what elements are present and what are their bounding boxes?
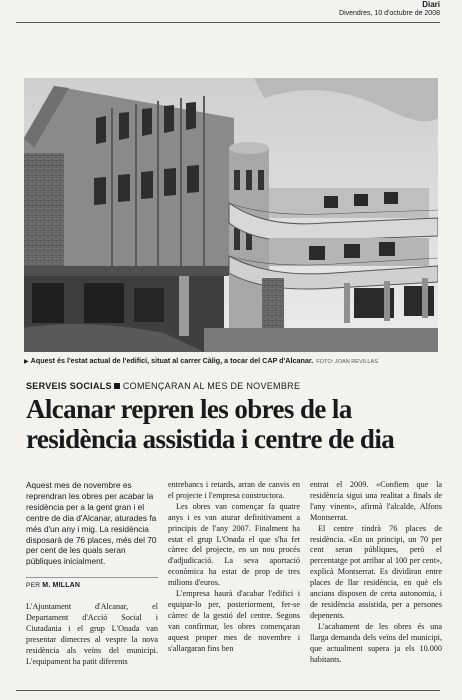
paragraph: entrebancs i retards, arran de canvis en el projecte i l'empresa constructora. — [168, 480, 300, 500]
publication-name: Diari — [422, 0, 440, 9]
publication-date: Divendres, 10 d'octubre de 2008 — [339, 10, 440, 17]
page-header — [339, 0, 440, 18]
article-body — [26, 480, 444, 685]
photo-caption — [24, 356, 444, 367]
byline-author: M. MILLAN — [42, 582, 81, 590]
kicker-subtitle: COMENÇARAN AL MES DE NOVEMBRE — [122, 381, 301, 391]
top-divider — [16, 22, 440, 23]
article-column-2 — [168, 480, 300, 685]
caption-text: Aquest és l'estat actual de l'edifici, situat al carrer Càlig, a tocar del CAP d'Alcanar. — [30, 356, 314, 365]
article-column-3 — [310, 480, 442, 685]
section-label: SERVEIS SOCIALS — [26, 381, 112, 391]
paragraph: entrat el 2009. «Confiem que la residència sigui una realitat a finals de l'any vinent», afirmà l'alcalde, Alfons Montserrat. — [310, 480, 442, 522]
paragraph: Les obres van començar fa quatre anys i es van aturar definitivament a principis de l'any 2007. Finalment ha estat el grup L'Onada el que s'ha fet càrrec del projecte, en un nou procés d'adjudicació. La seva aportació econòmica ha estat de prop de tres milions d'euros. — [168, 501, 300, 588]
paragraph: L'Ajuntament d'Alcanar, el Departament d'Acció Social i Ciutadania i el grup L'Onada van presentar dimecres al vespre la nova residència als veïns del municipi. L'equipament ha patit diferents — [26, 602, 158, 666]
paragraph: L'acabament de les obres és una llarga demanda dels veïns del municipi, que actualment supera ja els 10.000 habitants. — [310, 621, 442, 664]
article-column-1 — [26, 480, 158, 685]
article-lede: Aquest mes de novembre es reprendran les obres per acabar la residència per a la gent gran i el centre de dia d'Alcanar, aturades fa més d'un any i mig. La residència disposarà de 76 places, més del 70 per cent de les quals seran públiques inicialment. — [26, 480, 157, 567]
photo-credit: FOTO: JOAN REVILLAS — [316, 359, 379, 365]
building-photo — [24, 78, 438, 352]
section-kicker — [26, 380, 300, 392]
byline — [26, 577, 158, 592]
bottom-divider — [16, 690, 440, 691]
article-headline — [26, 394, 446, 454]
paragraph: L'empresa haurà d'acabar l'edifici i equipar-lo per, posteriorment, fer-se càrrec de la gestió del centre. Segons van confirmar, les obres començaran aquest proper mes de novembre i s'allargaran fins ben — [168, 589, 300, 653]
paragraph: El centre tindrà 76 places de residència. «En un principi, un 70 per cent seran públiques, però el percentatge pot arribar al 100 per cent», explicà Montserrat. Es dividiran entre places de llar residència, en què els ancians disposen de certa autonomia, i de residència assistida, per a persones depenents. — [310, 523, 442, 620]
byline-prefix: PER — [26, 582, 41, 590]
caption-arrow-icon: ▶ — [24, 359, 29, 365]
headline-line-1: Alcanar repren les obres de la — [26, 394, 352, 424]
square-bullet-icon — [114, 383, 120, 389]
headline-line-2: residència assistida i centre de dia — [26, 424, 395, 454]
